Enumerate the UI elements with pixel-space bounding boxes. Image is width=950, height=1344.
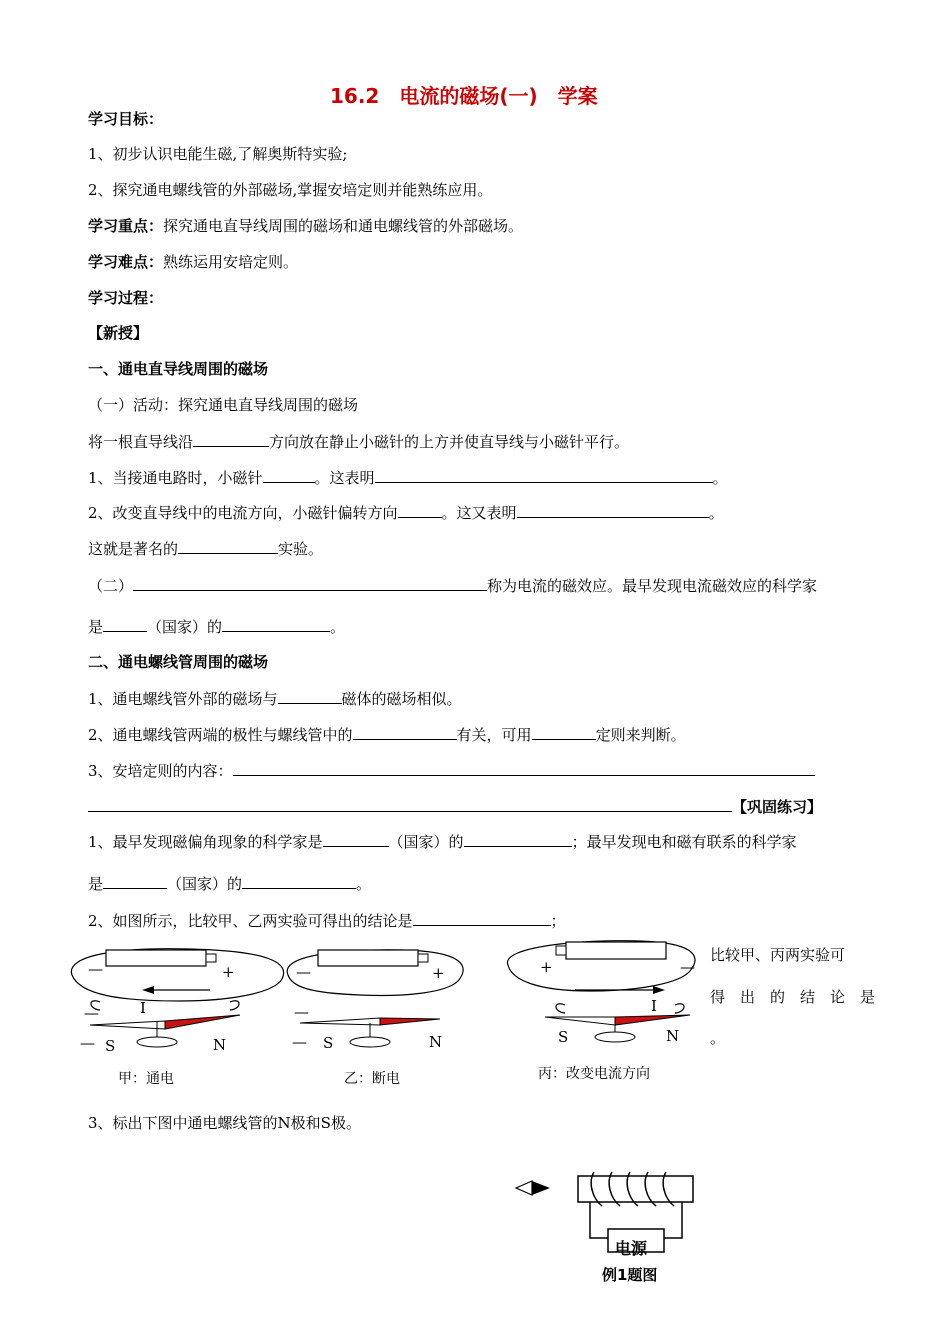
- current-arrow-head-icon: [653, 986, 665, 994]
- fig-yi-S: S: [323, 1034, 334, 1052]
- practice-heading: 【巩固练习】: [732, 798, 823, 816]
- key-point: [88, 216, 523, 236]
- pr-line4: 3、标出下图中通电螺线管的N极和S极。: [88, 1114, 361, 1132]
- answer-blank[interactable]: [278, 688, 342, 704]
- s1-p2: [88, 575, 817, 596]
- side-text-3: 。: [710, 1029, 726, 1047]
- fig-jia-current-I: I: [140, 999, 146, 1017]
- text: 1、最早发现磁偏角现象的科学家是: [88, 833, 323, 851]
- difficulty-text: 熟练运用安培定则。: [163, 253, 299, 271]
- s1-q1: [88, 467, 728, 488]
- text: 有关，可用: [456, 726, 532, 744]
- s1-q3: [88, 538, 323, 559]
- fig-jia-minus-top: —: [88, 960, 103, 978]
- fig-bing-N: N: [666, 1027, 680, 1045]
- text: 方向放在静止小磁针的上方并使直导线与小磁针平行。: [269, 433, 630, 451]
- text: 是: [88, 618, 104, 636]
- wire-right-loop: [675, 1004, 684, 1013]
- compass-base: [595, 1032, 635, 1042]
- answer-blank[interactable]: [233, 760, 815, 776]
- answer-blank[interactable]: [103, 873, 167, 889]
- new-lesson-heading: 【新授】: [88, 324, 149, 342]
- compass-needle-white: [90, 1021, 165, 1029]
- answer-blank[interactable]: [133, 575, 487, 591]
- text: 2、改变直导线中的电流方向，小磁针偏转方向: [88, 504, 398, 522]
- answer-blank[interactable]: [375, 467, 713, 483]
- text: 2、如图所示，比较甲、乙两实验可得出的结论是: [88, 912, 413, 930]
- wire-left: [590, 1202, 608, 1238]
- caption-bing: 丙：改变电流方向: [538, 1066, 650, 1082]
- s2-q2: [88, 724, 686, 745]
- s2-q3: [88, 760, 815, 781]
- text: （国家）的: [147, 618, 223, 636]
- page-title: 16.2 电流的磁场(一) 学案: [330, 84, 598, 108]
- battery-icon: [106, 950, 206, 966]
- activity-line: （一）活动：探究通电直导线周围的磁场: [88, 396, 359, 414]
- answer-blank[interactable]: [178, 538, 278, 554]
- figure-jia: [71, 949, 283, 1047]
- compass-needle-white: [545, 1017, 615, 1025]
- difficulty-label: 学习难点：: [88, 253, 164, 271]
- fig-yi-minus-top: —: [296, 963, 311, 981]
- wire-right-loop: [230, 1001, 239, 1010]
- section2-heading: 二、通电螺线管周围的磁场: [88, 653, 269, 671]
- battery-terminal-icon: [206, 954, 216, 962]
- answer-blank[interactable]: [517, 502, 709, 518]
- s2-q3-cont: [88, 796, 822, 817]
- text: 称为电流的磁效应。最早发现电流磁效应的科学家: [487, 577, 818, 595]
- s1-q2: [88, 502, 724, 523]
- fig-bing-minus: —: [680, 958, 695, 976]
- answer-blank[interactable]: [464, 831, 572, 847]
- objectives-heading: 学习目标：: [88, 110, 164, 128]
- text: （国家）的: [167, 875, 243, 893]
- wire-left-loop: [556, 1004, 565, 1013]
- answer-blank[interactable]: [88, 796, 732, 812]
- text: 1、通电螺线管外部的磁场与: [88, 690, 278, 708]
- compass-needle-black: [532, 1181, 550, 1195]
- fig-jia-S: S: [105, 1037, 116, 1055]
- s1-p3: [88, 616, 345, 637]
- objective-2: 2、探究通电螺线管的外部磁场,掌握安培定则并能熟练应用。: [88, 181, 493, 199]
- pr-line2: [88, 873, 371, 894]
- s1-line1: [88, 431, 629, 452]
- fig-bing-current-I: I: [651, 997, 657, 1015]
- compass-needle-red: [165, 1015, 240, 1029]
- battery-icon: [318, 950, 418, 966]
- compass-base: [137, 1037, 177, 1047]
- fig-jia-minus-bottom: —: [80, 1034, 95, 1052]
- s2-q1: [88, 688, 462, 709]
- compass-needle-white: [516, 1181, 532, 1195]
- compass-needle-red: [615, 1015, 690, 1025]
- answer-blank[interactable]: [193, 431, 269, 447]
- text: 是: [88, 875, 104, 893]
- fig-yi-N: N: [429, 1033, 443, 1051]
- section1-heading: 一、通电直导线周围的磁场: [88, 360, 269, 378]
- text: 。这又表明: [441, 504, 517, 522]
- answer-blank[interactable]: [353, 724, 457, 740]
- fig-bing-plus: +: [540, 958, 553, 976]
- example-caption: 例1题图: [602, 1266, 658, 1284]
- key-point-text: 探究通电直导线周围的磁场和通电螺线管的外部磁场。: [163, 217, 524, 235]
- fig-yi-minus-mid: —: [294, 1003, 309, 1021]
- text: （国家）的: [388, 833, 464, 851]
- text: 磁体的磁场相似。: [341, 690, 462, 708]
- answer-blank[interactable]: [532, 724, 596, 740]
- text: 2、通电螺线管两端的极性与螺线管中的: [88, 726, 353, 744]
- side-text-1: 比较甲、丙两实验可: [710, 946, 846, 964]
- text: 。: [356, 875, 372, 893]
- text: 。: [330, 618, 346, 636]
- compass-needle-red: [380, 1018, 440, 1025]
- text: ；: [550, 912, 566, 930]
- caption-jia: 甲：通电: [118, 1071, 174, 1087]
- objective-1: 1、初步认识电能生磁,了解奥斯特实验;: [88, 145, 348, 163]
- text: 3、安培定则的内容：: [88, 762, 233, 780]
- fig-jia-plus: +: [222, 963, 235, 981]
- key-point-label: 学习重点：: [88, 217, 164, 235]
- battery-terminal-icon: [556, 946, 566, 955]
- pr-line1: [88, 831, 797, 852]
- answer-blank[interactable]: [242, 873, 356, 889]
- answer-blank[interactable]: [103, 616, 147, 632]
- text: 。: [708, 504, 724, 522]
- process-heading: 学习过程：: [88, 289, 164, 307]
- answer-blank[interactable]: [398, 502, 442, 518]
- fig-yi-plus: +: [432, 964, 445, 982]
- compass-base: [350, 1037, 390, 1047]
- text: （二）: [88, 577, 134, 595]
- battery-terminal-icon: [418, 954, 428, 962]
- fig-jia-N: N: [213, 1036, 227, 1054]
- text: 将一根直导线沿: [88, 433, 194, 451]
- fig-jia-minus-mid: —: [84, 1004, 99, 1022]
- side-text-2: 得 出 的 结 论 是: [710, 988, 876, 1006]
- pr-line3: [88, 910, 566, 931]
- text: ；最早发现电和磁有联系的科学家: [571, 833, 797, 851]
- text: 这就是著名的: [88, 540, 179, 558]
- answer-blank[interactable]: [413, 910, 551, 926]
- answer-blank[interactable]: [222, 616, 330, 632]
- text: 实验。: [278, 540, 324, 558]
- current-arrow-head-icon: [142, 986, 154, 994]
- difficulty: [88, 252, 298, 272]
- compass-needle-white: [300, 1018, 380, 1025]
- wire-right: [664, 1202, 682, 1238]
- text: 定则来判断。: [595, 726, 686, 744]
- text: 。这表明: [314, 469, 375, 487]
- answer-blank[interactable]: [323, 831, 389, 847]
- fig-bing-S: S: [558, 1028, 569, 1046]
- battery-icon: [566, 942, 666, 959]
- answer-blank[interactable]: [263, 467, 315, 483]
- power-source-label: 电源: [615, 1239, 648, 1258]
- caption-yi: 乙：断电: [344, 1071, 400, 1087]
- text: 。: [712, 469, 728, 487]
- text: 1、当接通电路时，小磁针: [88, 469, 263, 487]
- fig-yi-minus-bottom: —: [292, 1033, 307, 1051]
